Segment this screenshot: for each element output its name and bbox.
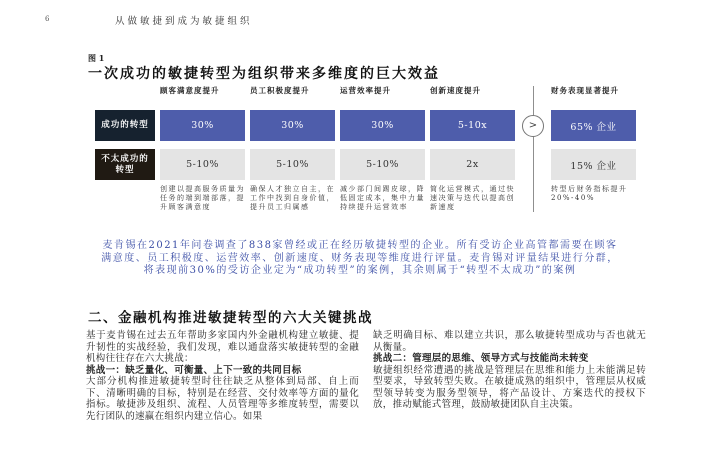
figure-column-header: 运营效率提升 (340, 86, 391, 95)
row-label-successful: 成功的转型 (95, 110, 155, 141)
value-cell: 5-10% (340, 149, 425, 180)
figure-note: 麦肯锡在2021年问卷调查了838家曾经或正在经历敏捷转型的企业。所有受访企业高管都需要在顾客满意度、员工积极度、运营效率、创新速度、财务表现等维度进行评量。麦肯锡对评量结果进行分群，将表现前30%的受访企业定为“成功转型”的案例，其余则属于“转型不太成功”的案例 (101, 240, 619, 276)
column-description: 创建以提高服务质量为任务的端到端部落，提升顾客满意度 (160, 185, 245, 211)
column-description: 减少部门间踢皮球，降低固定成本，集中力量持续提升运营效率 (340, 185, 425, 211)
row-label-less-successful: 不太成功的转型 (95, 149, 155, 180)
page-number: 6 (45, 15, 50, 23)
challenge-2-title: 挑战二：管理层的思维、领导方式与技能尚未转变 (373, 353, 589, 364)
challenge-1-title: 挑战一：缺乏量化、可衡量、上下一致的共同目标 (86, 364, 302, 376)
chevron-right-icon: > (522, 115, 544, 137)
figure-column-header-financial: 财务表现显著提升 (551, 86, 619, 95)
figure-label: 图 1 (88, 53, 105, 63)
paragraph: 敏捷组织经常遭遇的挑战是管理层在思维和能力上未能满足转型要求，导致转型失败。在敏捷成熟的组织中，管理层从权威型领导转变为服务型领导，将产品设计、方案迭代的授权下放，推动赋能式管理，鼓励敏捷团队自主决策。 (373, 364, 646, 410)
value-cell: 2x (430, 149, 515, 180)
value-cell: 30% (340, 110, 425, 141)
figure-column-header: 员工积极度提升 (250, 86, 310, 95)
value-cell: 5-10x (430, 110, 515, 141)
column-description: 确保人才独立自主，在工作中找到自身价值，提升员工归属感 (250, 185, 335, 211)
body-text-columns (86, 330, 646, 422)
value-cell: 30% (160, 110, 245, 141)
figure-title: 一次成功的敏捷转型为组织带来多维度的巨大效益 (88, 66, 440, 82)
column-description-financial: 转型后财务指标提升20%-40% (551, 185, 628, 202)
body-column-right (373, 330, 646, 422)
figure-column-header: 创新速度提升 (430, 86, 481, 95)
value-cell: 5-10% (250, 149, 335, 180)
paragraph: 基于麦肯锡在过去五年帮助多家国内外金融机构建立敏捷、提升韧性的实战经验，我们发现，难以通盘落实敏捷转型的金融机构往往存在六大挑战： (86, 330, 359, 364)
value-cell-financial: 65% 企业 (551, 110, 636, 141)
value-cell: 5-10% (160, 149, 245, 180)
body-column-left (86, 330, 359, 422)
paragraph: 缺乏明确目标、难以建立共识，那么敏捷转型成功与否也就无从衡量。 (373, 330, 646, 353)
column-description: 简化运营模式，通过快速决策与迭代以提高创新速度 (430, 185, 515, 211)
vertical-divider (533, 86, 534, 212)
value-cell: 30% (250, 110, 335, 141)
paragraph: 大部分机构推进敏捷转型时往往缺乏从整体到局部、自上而下、清晰明确的目标，特别是在经营、交付效率等方面的量化指标。敏捷涉及组织、流程、人员管理等多维度转型，需要以先行团队的速赢在组织内建立信心。如果 (86, 376, 359, 422)
figure-table (95, 86, 636, 212)
running-header: 从做敏捷到成为敏捷组织 (115, 16, 253, 27)
figure-column-header: 顾客满意度提升 (160, 86, 220, 95)
value-cell-financial: 15% 企业 (551, 149, 636, 180)
section-heading: 二、金融机构推进敏捷转型的六大关键挑战 (88, 310, 373, 326)
